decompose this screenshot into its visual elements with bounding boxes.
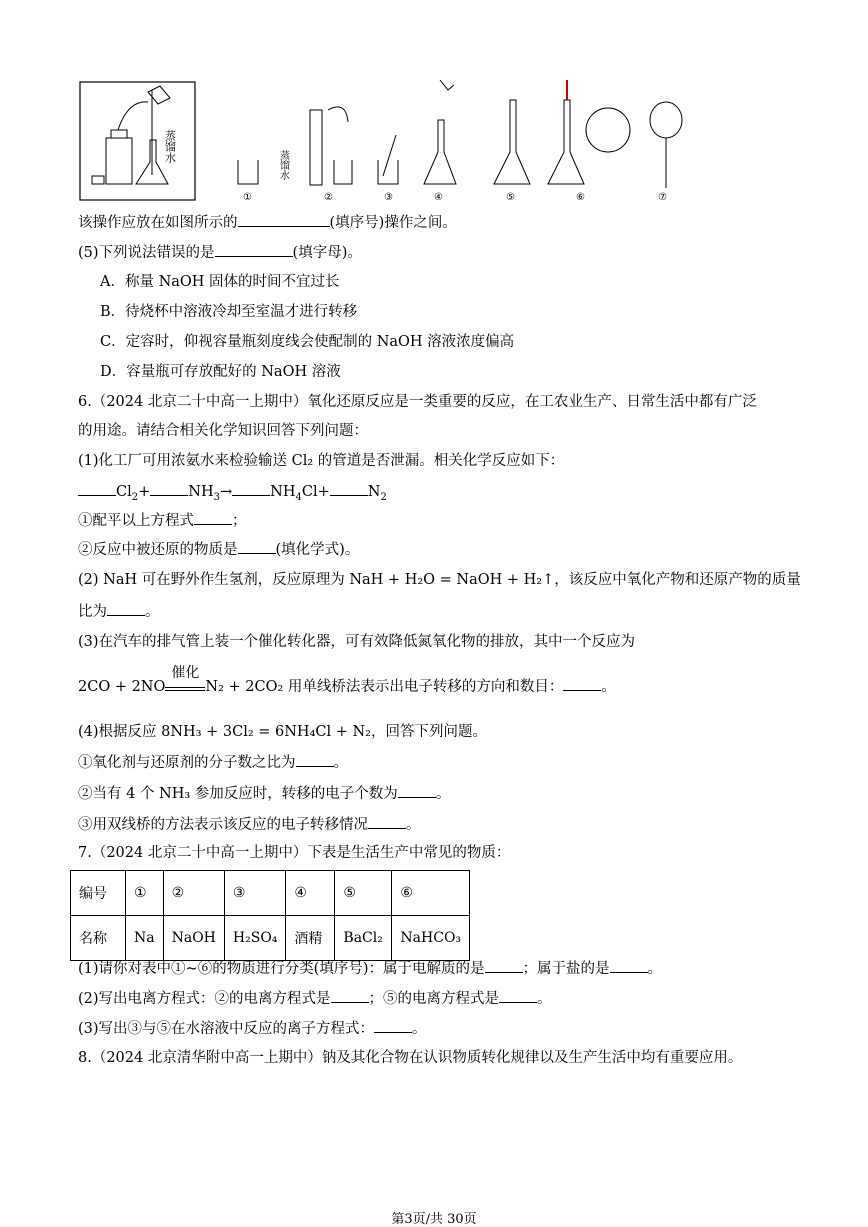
svg-text:蒸馏水: 蒸馏水 [277, 150, 289, 180]
page-footer: 第3页/共 30页 [391, 1212, 477, 1227]
boxed-dissolve-figure [80, 82, 195, 200]
step-4-figure [424, 80, 456, 203]
option-b: B．待烧杯中溶液冷却至室温才进行转移 [100, 304, 358, 320]
option-d: D．容量瓶可存放配好的 NaOH 溶液 [100, 364, 341, 380]
question-6-3-equation: 2CO + 2NO 催化 N₂ + 2CO₂ 用单线桥法表示出电子转移的方向和数目： 。 [78, 665, 616, 695]
catalyst-condition: 催化 [165, 679, 205, 691]
option-a: A．称量 NaOH 固体的时间不宜过长 [100, 274, 340, 290]
svg-text:①: ① [243, 192, 252, 203]
question-8-stem: 8.（2024 北京清华附中高一上期中）钠及其化合物在认识物质转化规律以及生产生活中均有重要应用。 [78, 1050, 743, 1066]
question-6-2-cont: 比为 。 [78, 601, 160, 622]
question-6-4-i: ①氧化剂与还原剂的分子数之比为 。 [78, 752, 348, 773]
step-2-figure [278, 107, 353, 203]
svg-text:③: ③ [384, 192, 393, 203]
question-6-1-i: ①配平以上方程式 ； [78, 510, 247, 531]
question-7-stem: 7.（2024 北京二十中高一上期中）下表是生活生产中常见的物质： [78, 845, 511, 861]
question-6-stem-cont: 的用途。请结合相关化学知识回答下列问题： [78, 423, 368, 439]
option-c: C．定容时，仰视容量瓶刻度线会使配制的 NaOH 溶液浓度偏高 [100, 334, 515, 350]
svg-text:②: ② [324, 192, 333, 203]
equation-blank-line: $Cl_2+ NH_3\to NH_4Cl+ N_2$ [78, 481, 387, 508]
question-6-1: (1)化工厂可用浓氨水来检验输送 Cl₂ 的管道是否泄漏。相关化学反应如下： [78, 453, 565, 469]
question-5: (5)下列说法错误的是 (填字母)。 [78, 242, 362, 263]
step-1-figure [238, 160, 258, 203]
table-row: 名称 Na NaOH H₂SO₄ 酒精 BaCl₂ NaHCO₃ [71, 916, 470, 961]
step-3-figure [378, 135, 398, 203]
question-6-4-iii: ③用双线桥的方法表示该反应的电子转移情况 。 [78, 814, 421, 835]
text-line: 该操作应放在如图所示的 (填序号)操作之间。 [78, 212, 457, 233]
svg-text:⑥: ⑥ [576, 192, 585, 203]
question-6-4: (4)根据反应 8NH₃ + 3Cl₂ = 6NH₄Cl + N₂，回答下列问题。 [78, 724, 487, 740]
lab-procedure-figure [78, 80, 688, 205]
step-7-figure [650, 102, 682, 203]
question-7-2: (2)写出电离方程式：②的电离方程式是 ；⑤的电离方程式是 。 [78, 988, 552, 1009]
question-6-2: (2) NaH 可在野外作生氢剂，反应原理为 NaH + H₂O = NaOH + H₂↑，该反应中氧化产物和还原产物的质量 [78, 572, 801, 588]
step-5-figure [494, 100, 530, 203]
question-7-3: (3)写出③与⑤在水溶液中反应的离子方程式： 。 [78, 1018, 427, 1039]
question-6-4-ii: ②当有 4 个 NH₃ 参加反应时，转移的电子个数为 。 [78, 783, 450, 804]
question-6-1-ii: ②反应中被还原的物质是 (填化学式)。 [78, 539, 359, 560]
svg-text:⑦: ⑦ [658, 192, 667, 203]
question-6-stem: 6.（2024 北京二十中高一上期中）氧化还原反应是一类重要的反应，在工农业生产、日常生活中都有广泛 [78, 394, 757, 410]
table-header-row: 编号 ① ② ③ ④ ⑤ ⑥ [71, 871, 470, 916]
svg-text:⑤: ⑤ [506, 192, 515, 203]
water-label: 蒸馏水 [163, 130, 177, 163]
answer-blank[interactable] [215, 242, 293, 257]
substance-table [70, 870, 470, 961]
step-6-figure [548, 80, 630, 203]
answer-blank[interactable] [238, 212, 330, 227]
svg-text:④: ④ [434, 192, 443, 203]
question-7-1: (1)请你对表中①~⑥的物质进行分类(填序号)：属于电解质的是 ；属于盐的是 。 [78, 958, 662, 979]
question-6-3: (3)在汽车的排气管上装一个催化转化器，可有效降低氮氧化物的排放，其中一个反应为 [78, 634, 636, 650]
